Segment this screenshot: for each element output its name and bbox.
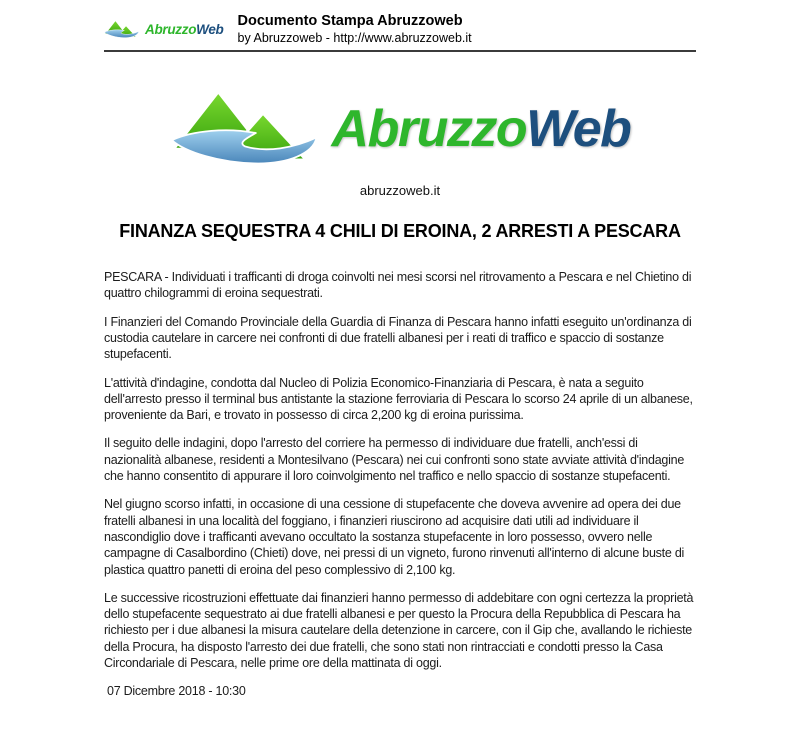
brand-abruzzo: Abruzzo bbox=[331, 100, 527, 159]
brand-web: Web bbox=[526, 100, 631, 159]
mountains-river-icon bbox=[170, 86, 322, 172]
document-page bbox=[104, 0, 696, 698]
brand-wordmark-large bbox=[332, 99, 631, 159]
article-paragraph: Le successive ricostruzioni effettuate dai finanzieri hanno permesso di addebitare con ogni certezza la proprietà dello stupefacente sequestrato ai due fratelli albanesi e per questo la Procura della Repubblica di Pescara ha richiesto per i due albanesi la misura cautelare della detenzione in carcere, con il Gip che, avallando le richieste della Procura, ha disposto l'arresto dei due fratelli, che sono stati non rintracciati e condotti presso la Casa Circondariale di Pescara, nelle prime ore della mattinata di oggi. bbox=[104, 590, 694, 670]
article-paragraph: PESCARA - Individuati i trafficanti di droga coinvolti nei mesi scorsi nel ritrovamento a Pescara e nel Chietino di quattro chilogrammi di eroina sequestrati. bbox=[104, 270, 692, 301]
masthead-logo bbox=[104, 86, 696, 172]
article-paragraph: L'attività d'indagine, condotta dal Nucleo di Polizia Economico-Finanziaria di Pescara, è nata a seguito dell'arresto presso il terminal bus antistante la stazione ferroviaria di Pescara lo scorso 24 aprile di un albanese, proveniente da Bari, e trovato in possesso di circa 2,200 kg di eroina purissima. bbox=[104, 375, 693, 423]
brand-web: Web bbox=[196, 21, 224, 37]
brand-wordmark-small bbox=[145, 22, 224, 37]
article-date: 07 Dicembre 2018 - 10:30 bbox=[107, 684, 246, 699]
print-header-text bbox=[238, 13, 472, 45]
article-paragraph: I Finanzieri del Comando Provinciale della Guardia di Finanza di Pescara hanno infatti eseguito un'ordinanza di custodia cautelare in carcere nei confronti di due fratelli albanesi per i reati di traffico e spaccio di sostanze stupefacenti. bbox=[104, 314, 692, 362]
print-header bbox=[104, 13, 696, 52]
article-body bbox=[104, 269, 696, 671]
print-header-title: Documento Stampa Abruzzoweb bbox=[237, 13, 463, 29]
article-paragraph: Nel giugno scorso infatti, in occasione di una cessione di stupefacente che doveva avvenire ad opera dei due fratelli albanesi in una località del foggiano, i finanzieri riuscirono ad acquisire dati utili ad individuare il nascondiglio dove i trafficanti avevano occultato la sostanza stupefacente in loro possesso, ovvero nelle campagne di Casalbordino (Chieti) dove, nei pressi di un vigneto, furono rinvenuti all'interno di alcune buste di plastica quattro panetti di eroina del peso complessivo di 2,100 kg. bbox=[104, 497, 685, 577]
abruzzoweb-logo-small bbox=[104, 18, 224, 41]
print-header-subtitle: by Abruzzoweb - http://www.abruzzoweb.it bbox=[237, 30, 472, 45]
article-paragraph: Il seguito delle indagini, dopo l'arresto del corriere ha permesso di individuare due fratelli, anch'essi di nazionalità albanese, residenti a Montesilvano (Pescara) nei cui confronti sono state avviate attività d'indagine che hanno consentito di appurare il loro coinvolgimento nel traffico e nello spaccio di sostanze stupefacenti. bbox=[104, 436, 685, 484]
site-url: abruzzoweb.it bbox=[359, 183, 441, 199]
article-headline: FINANZA SEQUESTRA 4 CHILI DI EROINA, 2 ARRESTI A PESCARA bbox=[119, 221, 681, 242]
brand-abruzzo: Abruzzo bbox=[145, 21, 197, 37]
mountains-river-icon bbox=[104, 18, 140, 41]
